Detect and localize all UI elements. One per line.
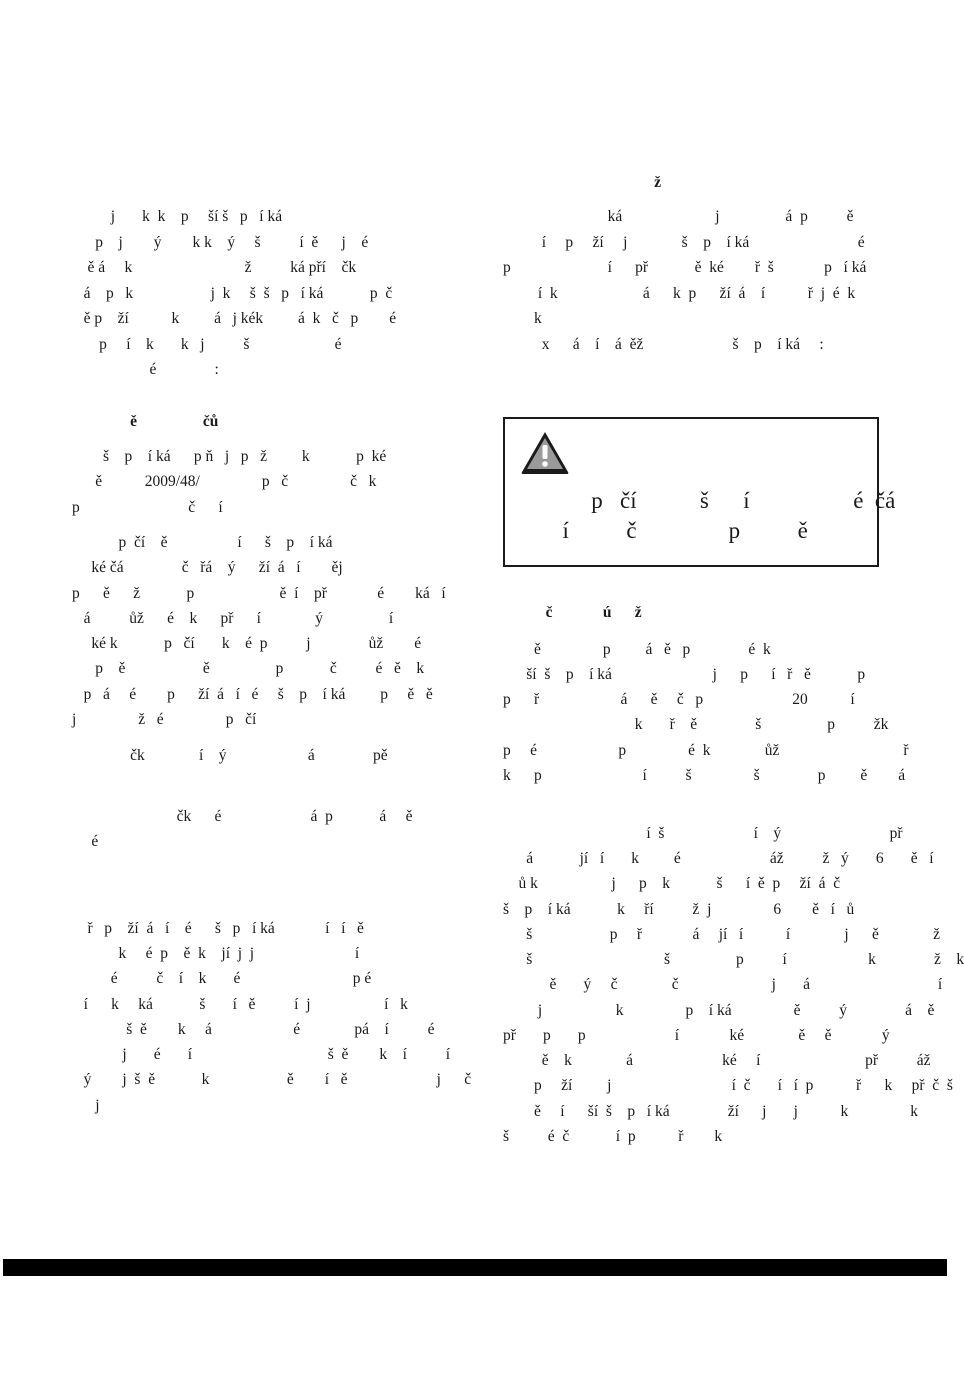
- text-line: p á é p ží á í é š p í ká p ě ě: [72, 686, 433, 703]
- text-line: ý j š ě k ě í ě j č: [72, 1071, 472, 1088]
- text-line: ě 2009/48/ p č č k: [72, 473, 377, 490]
- text-line: ě í ší š p í ká ží j j k k: [503, 1103, 919, 1120]
- text-line: é č í k é p é: [72, 970, 372, 987]
- warning-triangle-icon: [519, 429, 571, 477]
- text-line: k p í š š p ě á: [503, 767, 906, 784]
- text-line: čk í ý á pě: [72, 747, 388, 764]
- warning-text-line: í č p ě: [505, 518, 808, 543]
- text-line: š š p í k ž k: [503, 951, 964, 968]
- text-line: p ě ž p ě í př é ká í: [72, 585, 446, 602]
- text-line: ě p ží k á j kék á k č p é: [72, 310, 397, 327]
- section-heading-maintenance: č ú ž: [503, 604, 642, 621]
- warning-box: [503, 417, 896, 567]
- text-line: p j ý k k ý š í ě j é: [72, 234, 369, 251]
- text-line: ké čá č řá ý ží á í ěj: [72, 559, 343, 576]
- text-line: é :: [72, 361, 219, 378]
- text-line: ř p ží á í é š p í ká í í ě: [72, 920, 364, 937]
- text-line: ká j á p ě: [503, 208, 854, 225]
- text-line: š ě k á é pá í é: [72, 1021, 435, 1038]
- text-line: p ží j í č í í p ř k př č š: [503, 1077, 953, 1094]
- text-line: ě p á ě p é k: [503, 641, 771, 658]
- text-line: p č í: [72, 499, 223, 516]
- text-line: ě á k ž ká pří čk: [72, 259, 357, 276]
- text-line: ů k j p k š í ě p ží á č: [503, 875, 841, 892]
- text-line: k: [503, 310, 542, 327]
- text-line: čk é á p á ě: [72, 808, 413, 825]
- text-line: p ě ě p č é ě k: [72, 660, 425, 677]
- text-line: š é č í p ř k: [503, 1128, 723, 1145]
- text-line: k ř ě š p žk: [503, 716, 889, 733]
- text-line: j ž é p čí: [72, 711, 257, 728]
- text-line: í p ží j š p í ká é: [503, 234, 865, 251]
- text-line: š p í ká k ří ž j 6 ě í ů: [503, 901, 855, 918]
- text-line: p é p é k ůž ř: [503, 742, 909, 759]
- text-line: p čí ě í š p í ká: [72, 534, 333, 551]
- text-line: ké k p čí k é p j ůž é: [72, 635, 422, 652]
- text-line: x á í á ěž š p í ká :: [503, 336, 824, 353]
- text-line: p í k k j š é: [72, 336, 342, 353]
- text-line: př p p í ké ě ě ý: [503, 1027, 890, 1044]
- text-line: p ř á ě č p 20 í: [503, 691, 855, 708]
- text-line: í k á k p ží á í ř j é k: [503, 285, 856, 302]
- text-line: k é p ě k jí j j í: [72, 945, 360, 962]
- text-line: é: [72, 833, 99, 850]
- text-line: í š í ý př: [503, 825, 903, 842]
- text-line: í k ká š í ě í j í k: [72, 996, 408, 1013]
- text-line: p í př ě ké ř š p í ká: [503, 259, 867, 276]
- footer-bar: [3, 1259, 947, 1276]
- text-line: á p k j k š š p í ká p č: [72, 285, 393, 302]
- text-line: á jí í k é áž ž ý 6 ě í: [503, 850, 934, 867]
- text-line: ě k á ké í př áž: [503, 1052, 931, 1069]
- section-heading-requirements: ě čů: [72, 413, 219, 430]
- section-heading-right: ž: [503, 174, 662, 191]
- text-line: á ůž é k př í ý í: [72, 610, 394, 627]
- text-line: š p í ká p ň j p ž k p ké: [72, 448, 387, 465]
- text-line: j é í š ě k í í: [72, 1046, 451, 1063]
- text-line: ě ý č č j á í: [503, 976, 943, 993]
- text-line: j k p í ká ě ý á ě: [503, 1002, 935, 1019]
- text-line: ší š p í ká j p í ř ě p: [503, 666, 866, 683]
- text-line: j: [72, 1097, 100, 1114]
- text-line: j k k p ší š p í ká: [72, 208, 283, 225]
- text-line: š p ř á jí í í j ě ž: [503, 926, 940, 943]
- warning-text-line: p čí š í é čá: [505, 488, 896, 513]
